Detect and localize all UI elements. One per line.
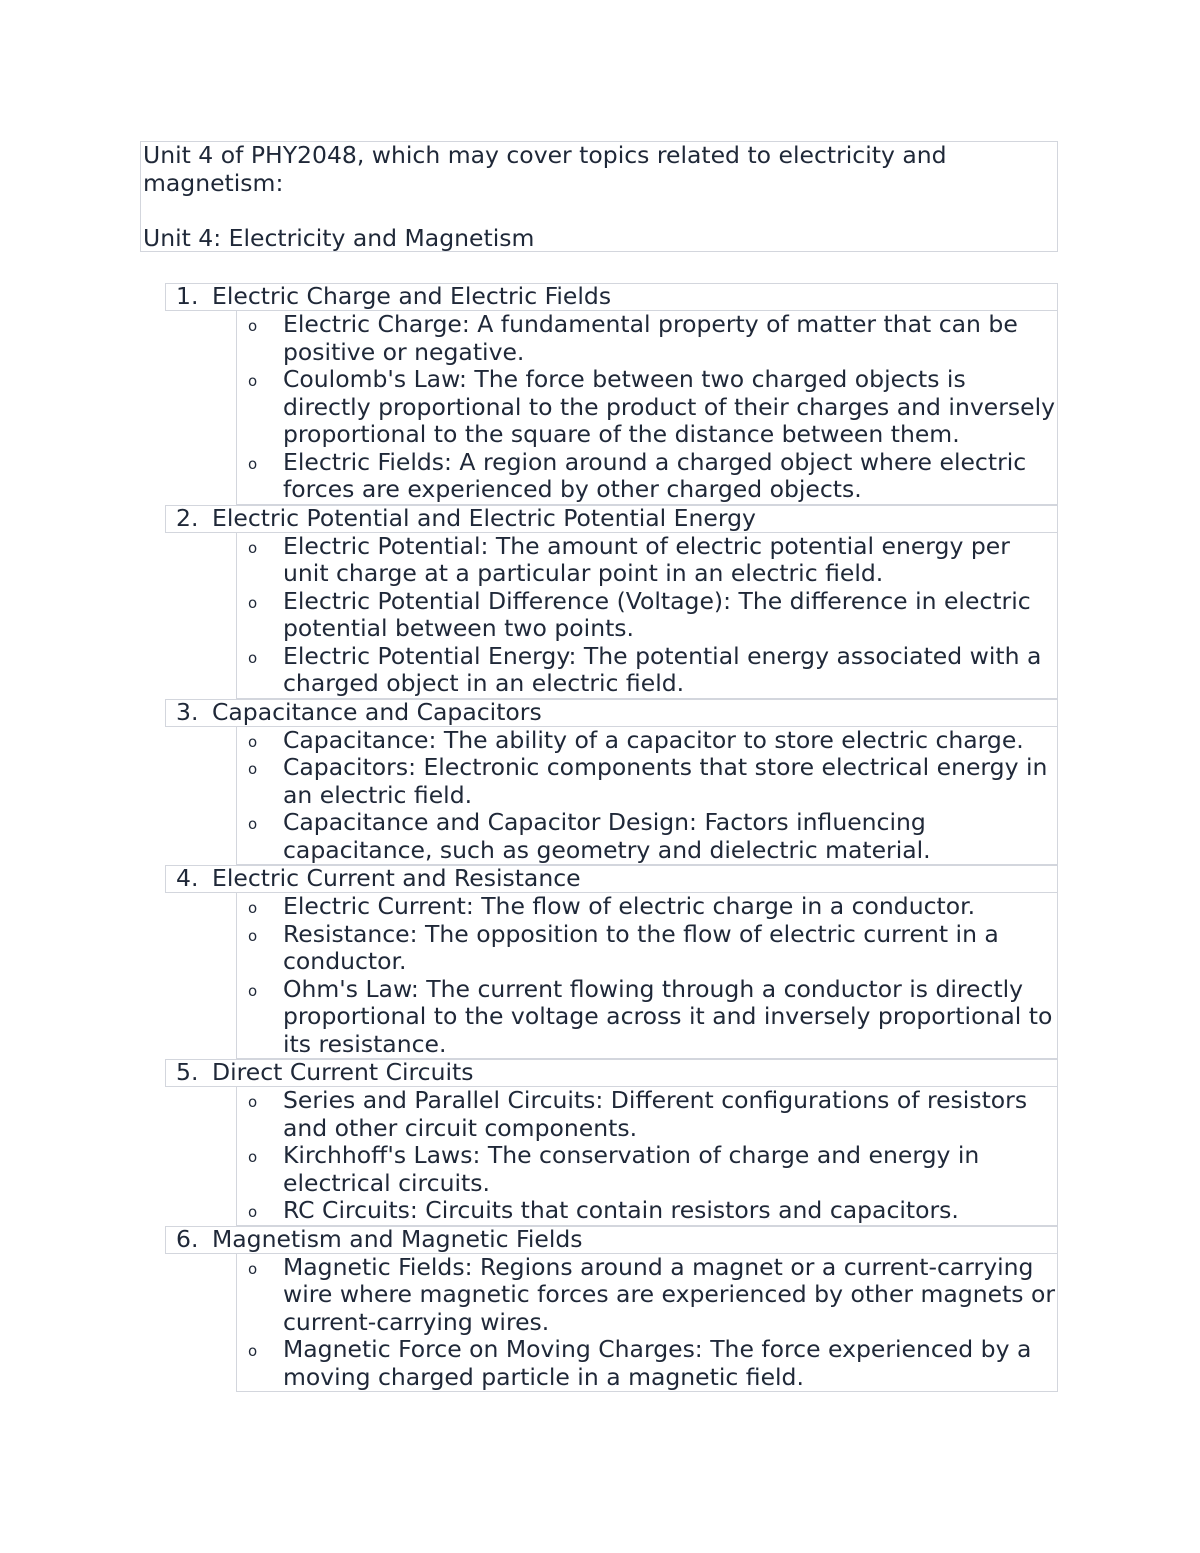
subtopic-list <box>236 727 1058 866</box>
subtopic-item <box>237 643 1057 698</box>
circle-bullet-icon: o <box>248 981 258 1000</box>
subtopic-list <box>236 311 1058 505</box>
subtopic-item <box>237 1197 1057 1225</box>
topic-header <box>165 283 1058 311</box>
subtopic-text-line: an electric field. <box>283 780 473 809</box>
subtopic-item <box>237 727 1057 755</box>
topic-title: Capacitance and Capacitors <box>212 697 542 726</box>
subtopic-text-line: Electric Potential Difference (Voltage): The difference in electric <box>283 586 1031 615</box>
topic-title: Magnetism and Magnetic Fields <box>212 1224 583 1253</box>
intro-box <box>140 141 1058 252</box>
subtopic-text-line: proportional to the voltage across it and inversely proportional to <box>283 1002 1053 1030</box>
topic-header <box>165 505 1058 533</box>
subtopic-text-line: positive or negative. <box>283 337 525 366</box>
subtopic-item <box>237 893 1057 921</box>
subtopic-text-line: Electric Potential Energy: The potential energy associated with a <box>283 641 1042 670</box>
subtopic-item <box>237 754 1057 809</box>
subtopic-item <box>237 311 1057 366</box>
subtopic-text-line: Capacitance: The ability of a capacitor to store electric charge. <box>283 725 1024 754</box>
topic-header <box>165 1059 1058 1087</box>
circle-bullet-icon: o <box>248 815 258 833</box>
circle-bullet-icon: o <box>248 317 258 335</box>
subtopic-text-line: conductor. <box>283 947 407 975</box>
circle-bullet-icon: o <box>248 1259 258 1278</box>
topic-number: 3. <box>176 697 199 726</box>
subtopic-text-line: RC Circuits: Circuits that contain resistors and capacitors. <box>283 1196 959 1224</box>
topic-header <box>165 865 1058 893</box>
topic-title: Electric Potential and Electric Potential Energy <box>212 503 756 532</box>
topic-number: 1. <box>176 282 199 310</box>
intro-text-line-1: Unit 4 of PHY2048, which may cover topics related to electricity and <box>143 141 947 169</box>
subtopic-item <box>237 1142 1057 1197</box>
topic-number: 2. <box>176 503 199 532</box>
unit-heading: Unit 4: Electricity and Magnetism <box>143 223 535 252</box>
topic-number: 5. <box>176 1058 199 1086</box>
subtopic-text-line: Magnetic Fields: Regions around a magnet or a current-carrying <box>283 1252 1034 1281</box>
subtopic-text-line: Resistance: The opposition to the flow of electric current in a <box>283 919 999 948</box>
circle-bullet-icon: o <box>248 1203 258 1221</box>
subtopic-text-line: charged object in an electric field. <box>283 669 685 697</box>
topic-number: 6. <box>176 1224 199 1253</box>
topic-header <box>165 699 1058 727</box>
subtopic-list <box>236 1254 1058 1393</box>
subtopic-item <box>237 1336 1057 1391</box>
subtopic-text-line: Capacitance and Capacitor Design: Factors influencing <box>283 808 926 836</box>
subtopic-text-line: capacitance, such as geometry and dielectric material. <box>283 835 931 864</box>
circle-bullet-icon: o <box>248 899 258 917</box>
subtopic-text-line: current-carrying wires. <box>283 1307 550 1336</box>
subtopic-item <box>237 449 1057 504</box>
subtopic-item <box>237 921 1057 976</box>
subtopic-item <box>237 1254 1057 1337</box>
subtopic-item <box>237 1087 1057 1142</box>
circle-bullet-icon: o <box>248 538 258 557</box>
subtopic-item <box>237 976 1057 1059</box>
subtopic-item <box>237 366 1057 449</box>
subtopic-text-line: its resistance. <box>283 1029 447 1058</box>
circle-bullet-icon: o <box>248 372 258 390</box>
topic-title: Electric Current and Resistance <box>212 864 581 892</box>
subtopic-text-line: moving charged particle in a magnetic field. <box>283 1362 804 1391</box>
subtopic-text-line: Electric Current: The flow of electric charge in a conductor. <box>283 892 976 920</box>
subtopic-text-line: proportional to the square of the distance between them. <box>283 420 960 448</box>
topic-header <box>165 1226 1058 1254</box>
subtopic-text-line: Magnetic Force on Moving Charges: The force experienced by a <box>283 1335 1032 1363</box>
topic-title: Direct Current Circuits <box>212 1058 474 1086</box>
subtopic-text-line: Electric Charge: A fundamental property of matter that can be <box>283 310 1018 338</box>
circle-bullet-icon: o <box>248 1093 258 1111</box>
subtopic-text-line: electrical circuits. <box>283 1168 490 1197</box>
subtopic-text-line: Capacitors: Electronic components that store electrical energy in <box>283 753 1048 781</box>
subtopic-text-line: and other circuit components. <box>283 1113 638 1142</box>
subtopic-item <box>237 533 1057 588</box>
circle-bullet-icon: o <box>248 1342 258 1360</box>
subtopic-text-line: unit charge at a particular point in an electric field. <box>283 559 884 587</box>
subtopic-text-line: Kirchhoff's Laws: The conservation of charge and energy in <box>283 1141 980 1169</box>
subtopic-list <box>236 533 1058 699</box>
subtopic-text-line: directly proportional to the product of their charges and inversely <box>283 392 1056 421</box>
circle-bullet-icon: o <box>248 454 258 473</box>
circle-bullet-icon: o <box>248 593 258 612</box>
circle-bullet-icon: o <box>248 760 258 778</box>
subtopic-text-line: Coulomb's Law: The force between two charged objects is <box>283 365 966 393</box>
circle-bullet-icon: o <box>248 732 258 751</box>
intro-text-line-2: magnetism: <box>143 168 284 197</box>
subtopic-text-line: Electric Fields: A region around a charged object where electric <box>283 447 1027 476</box>
topic-title: Electric Charge and Electric Fields <box>212 282 612 310</box>
subtopic-text-line: potential between two points. <box>283 614 635 642</box>
topic-number: 4. <box>176 864 199 892</box>
subtopic-text-line: forces are experienced by other charged objects. <box>283 475 862 503</box>
topic-outline <box>165 283 1058 1392</box>
subtopic-text-line: Series and Parallel Circuits: Different configurations of resistors <box>283 1086 1028 1114</box>
circle-bullet-icon: o <box>248 648 258 667</box>
subtopic-item <box>237 588 1057 643</box>
subtopic-item <box>237 809 1057 864</box>
circle-bullet-icon: o <box>248 1148 258 1166</box>
subtopic-list <box>236 893 1058 1059</box>
circle-bullet-icon: o <box>248 926 258 945</box>
subtopic-text-line: wire where magnetic forces are experienced by other magnets or <box>283 1280 1056 1308</box>
subtopic-text-line: Ohm's Law: The current flowing through a conductor is directly <box>283 974 1024 1003</box>
subtopic-list <box>236 1087 1058 1226</box>
intro-spacer <box>143 197 1055 225</box>
subtopic-text-line: Electric Potential: The amount of electric potential energy per <box>283 531 1010 560</box>
